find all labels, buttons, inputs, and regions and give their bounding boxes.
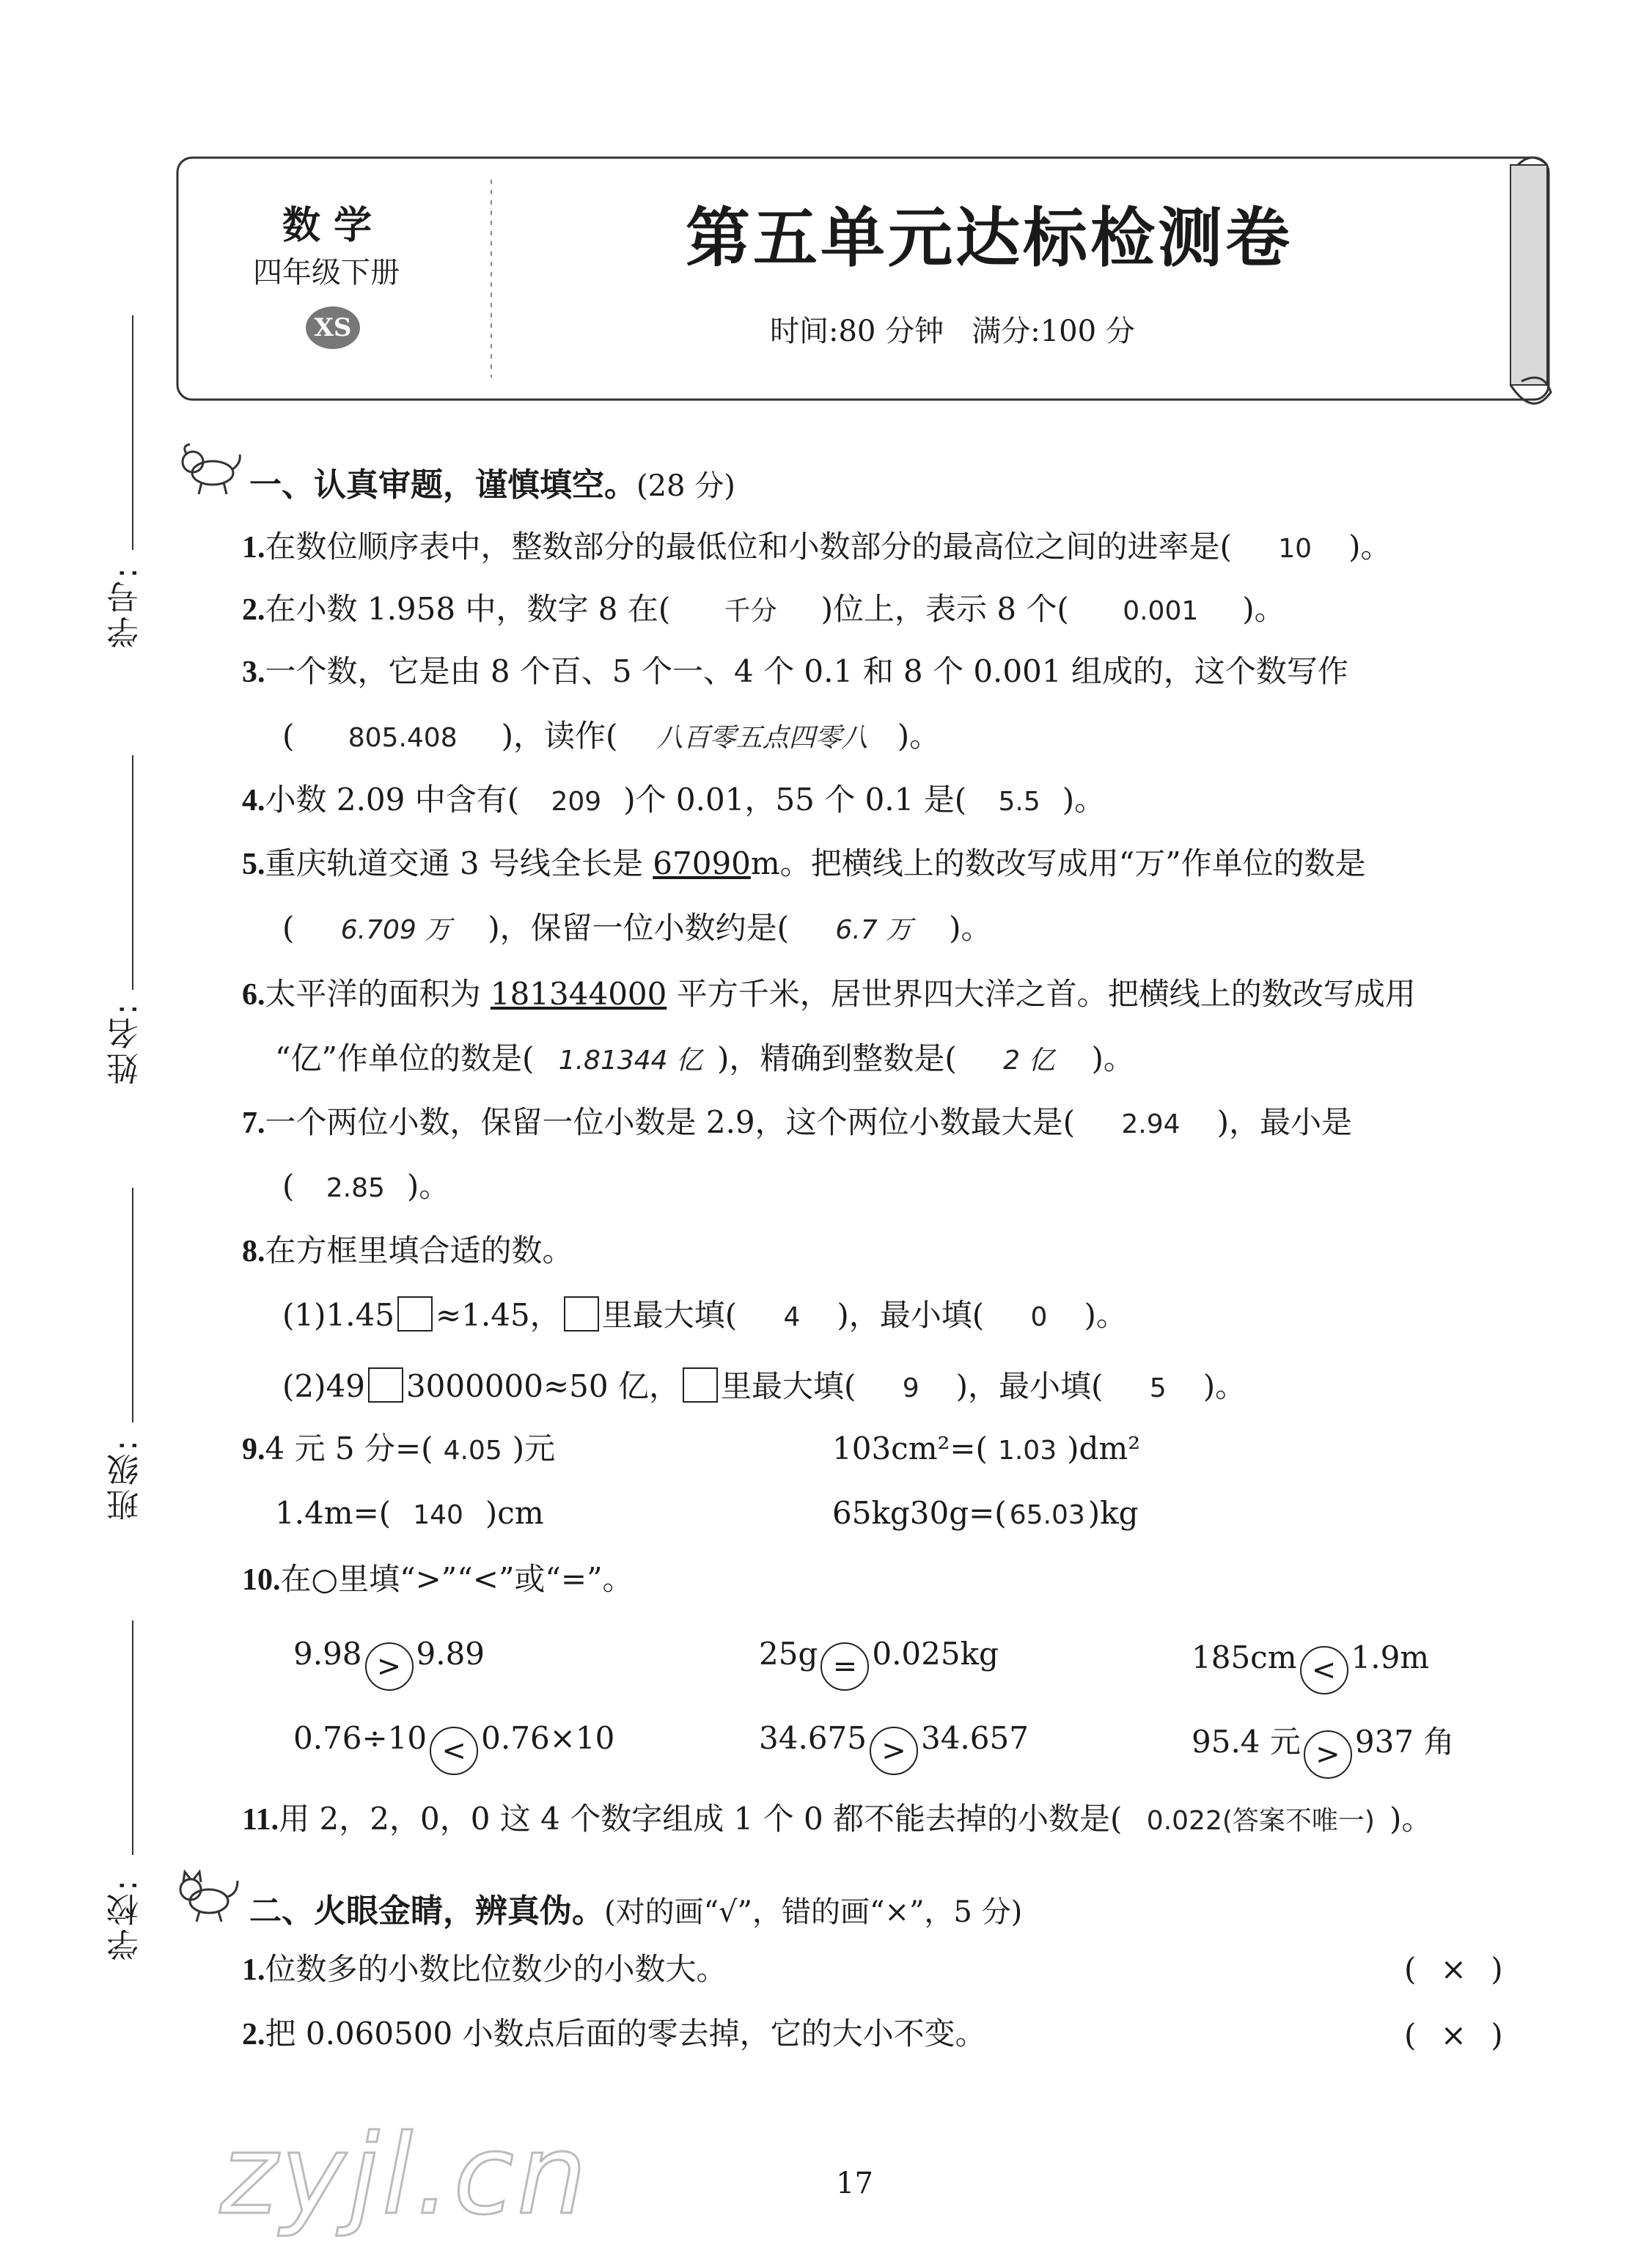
q10-i2-right: 0.025kg: [872, 1636, 999, 1672]
q6-text-2: 平方千米，居世界四大洋之首。把横线上的数改写成用: [667, 976, 1416, 1012]
q10-item-1: [293, 1635, 485, 1691]
q9-number: 9.: [242, 1433, 265, 1466]
q2-text-1: 在小数 1.958 中，数字 8 在(: [265, 591, 671, 627]
side-line-name: [132, 755, 133, 990]
q4-number: 4.: [242, 784, 265, 818]
side-label-school: 学校:: [107, 1877, 144, 1961]
q8-p2-text-4: )，最小填(: [955, 1368, 1104, 1404]
question-8: [242, 1232, 573, 1271]
section-1-heading: [249, 458, 735, 505]
q9-i2-unit: )dm²: [1067, 1430, 1141, 1466]
publisher-badge: XS: [306, 306, 360, 349]
q4-text-2: )个 0.01，55 个 0.1 是(: [623, 782, 967, 818]
cat-icon: [169, 1866, 242, 1925]
section-2-score: (对的画“√”，错的画“×”，5 分): [604, 1895, 1023, 1929]
q11-text-2: )。: [1389, 1801, 1433, 1837]
q7-number: 7.: [242, 1106, 265, 1140]
tf1-mark[interactable]: ( × ): [1404, 1951, 1503, 1987]
q10-i6-left: 95.4 元: [1192, 1724, 1301, 1760]
question-9-item-4: [832, 1494, 1138, 1535]
q5-underlined-number: 67090: [653, 845, 751, 881]
q10-i3-sign[interactable]: <: [1300, 1646, 1348, 1694]
q8-p2-box-2: [683, 1367, 718, 1403]
q7-text-3: (: [282, 1168, 295, 1204]
q8-title: 在方框里填合适的数。: [265, 1233, 573, 1268]
q5-text-2: m。把横线上的数改写成用“万”作单位的数是: [750, 845, 1366, 881]
question-5-line-2: [282, 909, 992, 949]
q9-i2-text: 103cm²=(: [832, 1430, 988, 1466]
q5-text-1: 重庆轨道交通 3 号线全长是: [265, 845, 653, 881]
q2-text-2: )位上，表示 8 个(: [821, 591, 1069, 627]
q2-text-3: )。: [1242, 591, 1285, 627]
q3-answer-2[interactable]: 八百零五点四零八: [656, 723, 868, 753]
tf2-text: 把 0.060500 小数点后面的零去掉，它的大小不变。: [265, 2016, 986, 2052]
q1-text: 在数位顺序表中，整数部分的最低位和小数部分的最高位之间的进率是(: [265, 529, 1232, 565]
q8-p2-text-1: (2)49: [282, 1368, 365, 1404]
q9-i4-unit: )kg: [1087, 1495, 1139, 1531]
section-1-score: (28 分): [636, 469, 735, 503]
tf1-text: 位数多的小数比位数少的小数大。: [265, 1951, 727, 1987]
q10-i1-right: 9.89: [416, 1636, 485, 1672]
q10-item-2: [759, 1635, 999, 1691]
q5-answer-2[interactable]: 6.7 万: [835, 915, 913, 945]
section-2-title: 二、火眼金睛，辨真伪。: [249, 1892, 604, 1930]
q9-i3-text: 1.4m=(: [275, 1495, 392, 1531]
q2-number: 2.: [242, 593, 265, 627]
q8-p2-box-1[interactable]: [368, 1367, 403, 1403]
q6-underlined-number: 181344000: [490, 976, 667, 1012]
question-10: [242, 1560, 634, 1599]
question-6-line-2: [275, 1040, 1134, 1080]
q5-answer-1[interactable]: 6.709 万: [340, 915, 452, 945]
q3-text-4: )。: [897, 718, 941, 754]
subject-label: 数 学: [282, 204, 372, 248]
tf-question-1: [242, 1950, 727, 1989]
q8-p2-min-answer[interactable]: 5: [1149, 1373, 1167, 1403]
q10-item-5: [759, 1719, 1029, 1775]
q4-answer-2[interactable]: 5.5: [998, 787, 1040, 817]
q4-answer-1[interactable]: 209: [551, 787, 602, 817]
q2-answer-1[interactable]: 千分: [724, 596, 777, 626]
q8-p1-text-1: (1)1.45: [282, 1297, 395, 1333]
q10-item-3: [1192, 1639, 1429, 1694]
q10-i4-left: 0.76÷10: [293, 1720, 427, 1756]
q6-text-4: )，精确到整数是(: [717, 1040, 957, 1076]
q8-p1-text-5: )。: [1084, 1297, 1127, 1333]
q6-answer-1[interactable]: 1.81344 亿: [558, 1046, 703, 1076]
grade-label: 四年级下册: [253, 256, 400, 290]
q3-answer-1[interactable]: 805.408: [348, 723, 458, 753]
q10-i3-right: 1.9m: [1351, 1639, 1430, 1675]
q6-answer-2[interactable]: 2 亿: [1003, 1046, 1055, 1076]
q8-p2-text-5: )。: [1203, 1368, 1247, 1404]
tf-question-2: [242, 2015, 986, 2054]
tf2-number: 2.: [242, 2018, 265, 2052]
q3-text-2: (: [282, 718, 295, 754]
q10-title: 在○里填“>”“<”或“=”。: [280, 1561, 634, 1597]
side-label-class: 班级:: [107, 1437, 144, 1521]
section-1-title: 一、认真审题，谨慎填空。: [249, 466, 636, 504]
question-1: [242, 528, 1391, 568]
q6-number: 6.: [242, 978, 265, 1012]
q10-i1-left: 9.98: [293, 1636, 362, 1672]
q7-answer-1[interactable]: 2.94: [1121, 1109, 1181, 1139]
q6-text-3: “亿”作单位的数是(: [275, 1040, 535, 1076]
q8-p1-text-3: 里最大填(: [601, 1297, 738, 1333]
q8-p1-min-answer[interactable]: 0: [1030, 1302, 1048, 1332]
q10-i2-sign[interactable]: =: [821, 1642, 869, 1691]
side-line-school: [132, 1620, 133, 1855]
page-title: 第五单元达标检测卷: [686, 199, 1293, 276]
q10-i2-left: 25g: [759, 1636, 818, 1672]
side-line-class: [132, 1188, 133, 1422]
dog-icon: [172, 440, 246, 499]
question-2: [242, 590, 1285, 631]
q10-i4-sign[interactable]: <: [430, 1727, 478, 1775]
question-6: [242, 975, 1416, 1014]
q9-i1-answer[interactable]: 4.05: [443, 1436, 502, 1466]
question-4: [242, 781, 1105, 821]
q5-text-3: (: [282, 910, 295, 946]
question-3: [242, 653, 1348, 691]
q8-p1-max-answer[interactable]: 4: [783, 1302, 801, 1332]
question-7-line-2: [282, 1167, 449, 1208]
q3-number: 3.: [242, 655, 265, 689]
q3-text-1: 一个数，它是由 8 个百、5 个一、4 个 0.1 和 8 个 0.001 组成的，这个数写作: [265, 653, 1348, 689]
q5-text-4: )，保留一位小数约是(: [488, 910, 790, 946]
q5-text-5: )。: [949, 910, 992, 946]
q8-p2-max-answer[interactable]: 9: [902, 1373, 919, 1403]
q10-item-4: [293, 1719, 614, 1775]
page-number: 17: [836, 2167, 873, 2200]
q11-number: 11.: [242, 1803, 279, 1837]
question-9-item-2: [832, 1430, 1140, 1470]
question-3-line-2: [282, 717, 940, 757]
q10-i5-right: 34.657: [920, 1720, 1029, 1756]
q8-p1-box-2: [564, 1296, 599, 1331]
q10-number: 10.: [242, 1563, 281, 1597]
q7-text-2: )，最小是: [1216, 1104, 1352, 1140]
question-9-item-3: [275, 1494, 544, 1535]
q7-text-1: 一个两位小数，保留一位小数是 2.9，这个两位小数最大是(: [265, 1104, 1076, 1140]
q11-text-1: 用 2，2，0，0 这 4 个数字组成 1 个 0 都不能去掉的小数是(: [279, 1801, 1123, 1837]
q9-i3-unit: )cm: [485, 1495, 544, 1531]
section-2-heading: [249, 1884, 1022, 1931]
q8-p1-text-4: )，最小填(: [837, 1297, 985, 1333]
q5-number: 5.: [242, 848, 265, 881]
q9-i1-unit: )元: [512, 1430, 556, 1466]
q8-p2-text-2: 3000000≈50 亿，: [405, 1368, 680, 1404]
question-7: [242, 1103, 1352, 1144]
watermark: zyjl.cn: [220, 2112, 590, 2239]
q9-i4-text: 65kg30g=(: [832, 1495, 1007, 1531]
q1-text-end: )。: [1348, 529, 1392, 565]
q7-text-4: )。: [406, 1168, 450, 1204]
q1-number: 1.: [242, 531, 265, 565]
q7-answer-2[interactable]: 2.85: [326, 1173, 385, 1203]
q10-i5-sign[interactable]: >: [870, 1727, 918, 1775]
q10-item-6: [1192, 1723, 1454, 1779]
q8-p1-box-1[interactable]: [397, 1296, 433, 1331]
q4-text-1: 小数 2.09 中含有(: [265, 782, 520, 818]
q10-i6-right: 937 角: [1354, 1724, 1455, 1760]
q11-answer[interactable]: 0.022(答案不唯一): [1146, 1806, 1375, 1836]
q6-text-1: 太平洋的面积为: [265, 976, 491, 1012]
q10-i1-sign[interactable]: >: [365, 1642, 414, 1691]
q10-i5-left: 34.675: [759, 1720, 867, 1756]
side-label-student-id: 学号:: [107, 565, 144, 649]
q4-text-3: )。: [1062, 782, 1106, 818]
exam-info: 时间:80 分钟 满分:100 分: [770, 315, 1135, 348]
side-label-name: 姓名:: [107, 1001, 144, 1085]
q6-text-5: )。: [1091, 1040, 1134, 1076]
q8-p1-text-2: ≈1.45，: [436, 1297, 561, 1333]
q2-answer-2[interactable]: 0.001: [1123, 596, 1199, 626]
q9-i2-answer[interactable]: 1.03: [997, 1436, 1057, 1466]
q8-p2-text-3: 里最大填(: [720, 1368, 856, 1404]
q8-number: 8.: [242, 1235, 265, 1268]
q3-text-3: )，读作(: [501, 718, 618, 754]
q10-i3-left: 185cm: [1192, 1639, 1297, 1675]
tf1-number: 1.: [242, 1953, 265, 1987]
q9-i1-text: 4 元 5 分=(: [265, 1430, 433, 1466]
question-8-part-2: [282, 1367, 1246, 1408]
question-8-part-1: [282, 1296, 1127, 1337]
question-5: [242, 845, 1366, 884]
question-9-item-1: [242, 1430, 555, 1470]
q10-i6-sign[interactable]: >: [1304, 1730, 1352, 1779]
q9-i3-answer[interactable]: 140: [413, 1500, 463, 1530]
tf2-mark[interactable]: ( × ): [1404, 2017, 1503, 2053]
side-line-student-id: [132, 315, 133, 550]
q9-i4-answer[interactable]: 65.03: [1009, 1500, 1085, 1530]
question-11: [242, 1800, 1432, 1840]
q1-answer[interactable]: 10: [1278, 534, 1313, 564]
q10-i4-right: 0.76×10: [481, 1720, 615, 1756]
